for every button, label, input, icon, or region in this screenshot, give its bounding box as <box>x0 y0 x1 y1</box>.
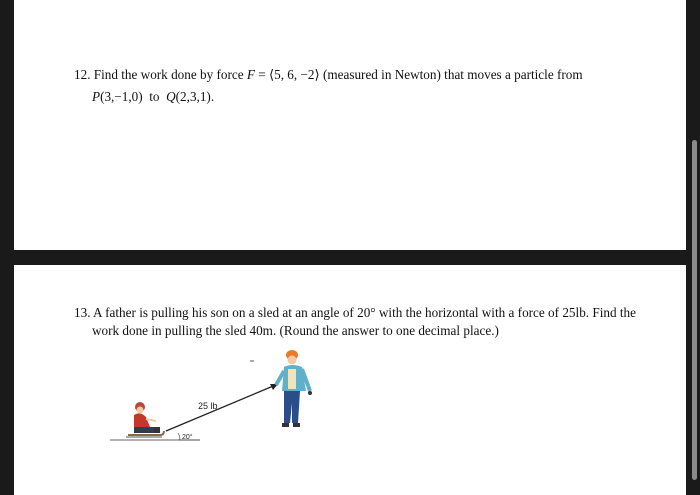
q12-period: . <box>210 89 215 104</box>
q12-text: 12. Find the work done by force <box>74 67 247 82</box>
question-13-line-2: work done in pulling the sled 40m. (Round the answer to one decimal place.) <box>92 323 499 338</box>
page-bottom <box>14 265 686 495</box>
force-label: 25 lb <box>198 401 218 411</box>
sled-illustration <box>110 347 340 447</box>
page-top <box>14 0 686 250</box>
q12-to: to <box>142 89 167 104</box>
q12-point-q: Q <box>166 89 176 104</box>
q12-point-q-coords: (2,3,1) <box>175 89 211 104</box>
angle-label: 20° <box>182 434 193 441</box>
father-figure-icon <box>276 350 312 427</box>
question-13-line-1: 13. A father is pulling his son on a sled at an angle of 20° with the horizontal with a force of 25lb. Find the <box>74 305 636 320</box>
scrollbar-track[interactable] <box>688 0 700 495</box>
q12-force-vector: ⟨5, 6, −2⟩ <box>268 67 320 82</box>
rope-line <box>166 384 278 431</box>
question-12-line-1 <box>74 67 583 83</box>
q12-force-symbol: F <box>246 67 255 82</box>
q12-text-cont: (measured in Newton) that moves a particle from <box>319 67 583 82</box>
scrollbar-thumb[interactable] <box>692 140 697 480</box>
q12-equals: = <box>254 67 269 82</box>
son-figure-icon <box>134 402 160 433</box>
q12-point-p-coords: (3,−1,0) <box>100 89 143 104</box>
angle-arc <box>178 433 180 440</box>
question-12-line-2 <box>92 89 214 105</box>
q12-point-p: P <box>92 89 101 104</box>
